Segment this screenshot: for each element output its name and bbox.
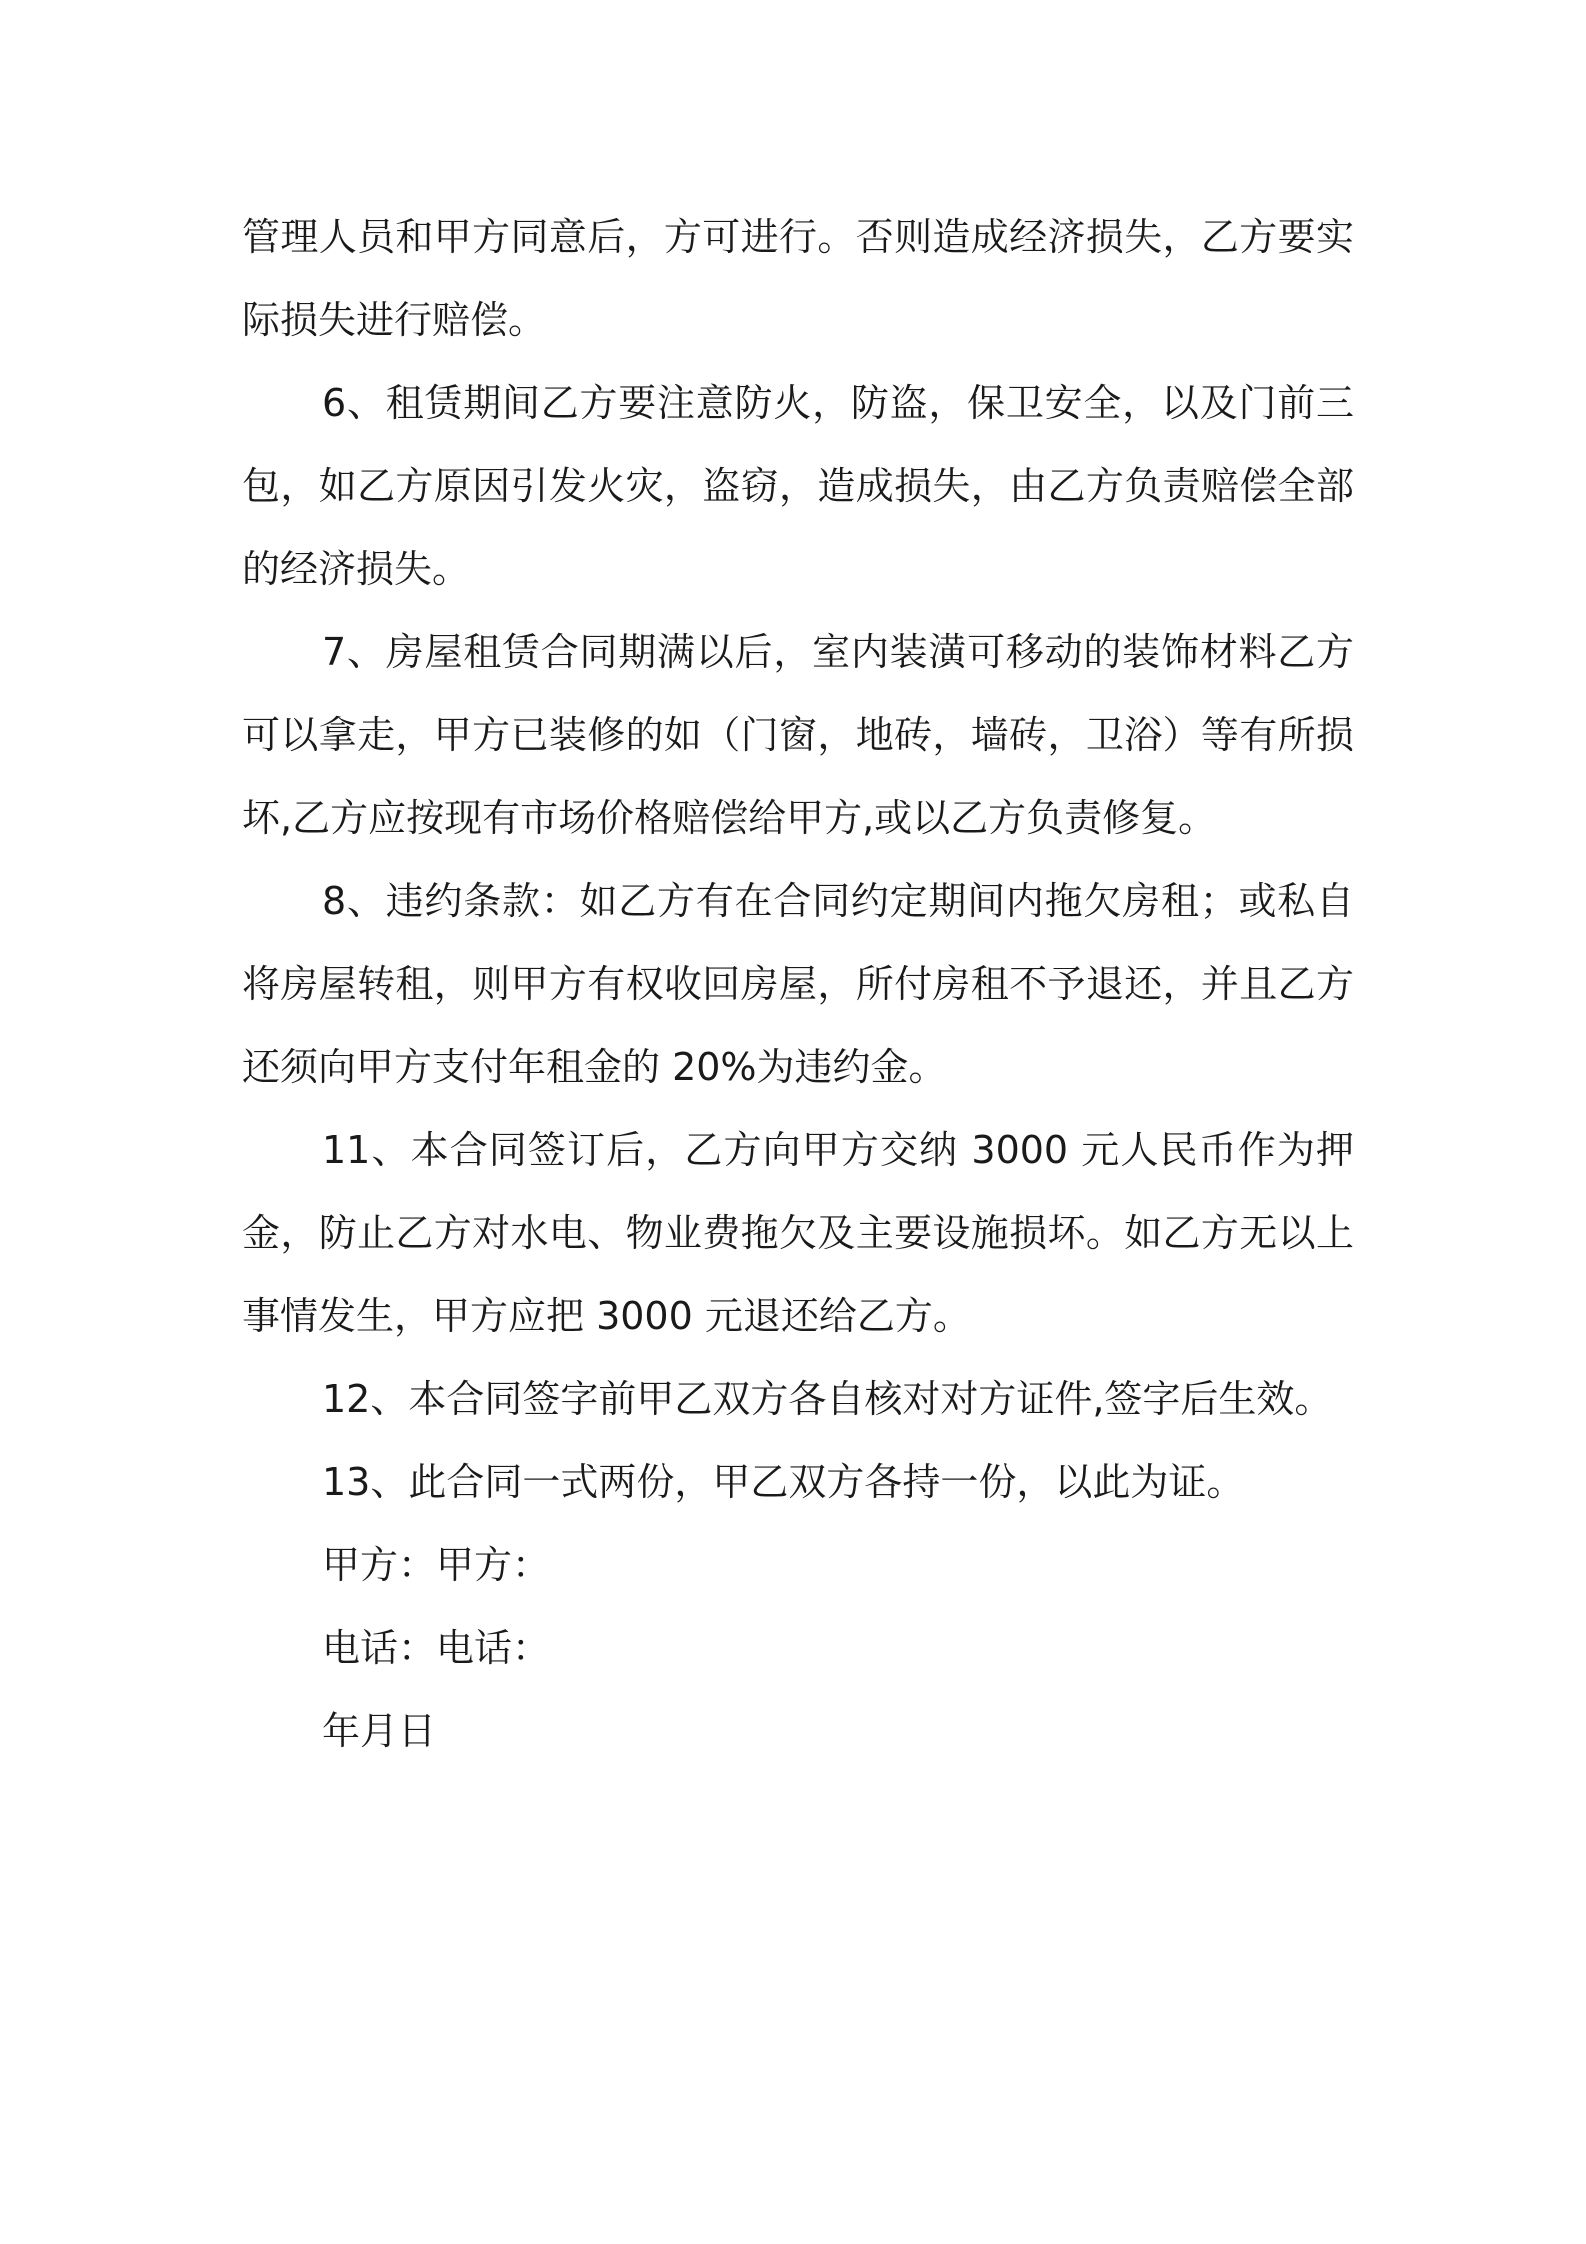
clause-12: 12、本合同签字前甲乙双方各自核对对方证件,签字后生效。 <box>322 1377 1333 1421</box>
clause-8: 8、违约条款：如乙方有在合同约定期间内拖欠房租；或私自将房屋转租，则甲方有权收回房屋，所付房租不予退还，并且乙方还须向甲方支付年租金的 20%为违约金。 <box>242 879 1354 1089</box>
clause-13: 13、此合同一式两份，甲乙双方各持一份，以此为证。 <box>322 1460 1245 1504</box>
signature-date: 年月日 <box>322 1709 437 1753</box>
clause-11: 11、本合同签订后，乙方向甲方交纳 3000 元人民币作为押金，防止乙方对水电、物业费拖欠及主要设施损坏。如乙方无以上事情发生，甲方应把 3000 元退还给乙方。 <box>242 1128 1354 1338</box>
clause-7: 7、房屋租赁合同期满以后，室内装潢可移动的装饰材料乙方可以拿走，甲方已装修的如（门窗，地砖，墙砖，卫浴）等有所损坏,乙方应按现有市场价格赔偿给甲方,或以乙方负责修复。 <box>242 630 1354 840</box>
clause-6: 6、租赁期间乙方要注意防火，防盗，保卫安全，以及门前三包，如乙方原因引发火灾，盗窃，造成损失，由乙方负责赔偿全部的经济损失。 <box>242 381 1354 591</box>
contract-body <box>242 196 1354 1773</box>
signature-phone: 电话：电话： <box>322 1626 551 1670</box>
paragraph-continuation: 管理人员和甲方同意后，方可进行。否则造成经济损失，乙方要实际损失进行赔偿。 <box>242 215 1354 342</box>
signature-party-a: 甲方：甲方： <box>322 1543 551 1587</box>
